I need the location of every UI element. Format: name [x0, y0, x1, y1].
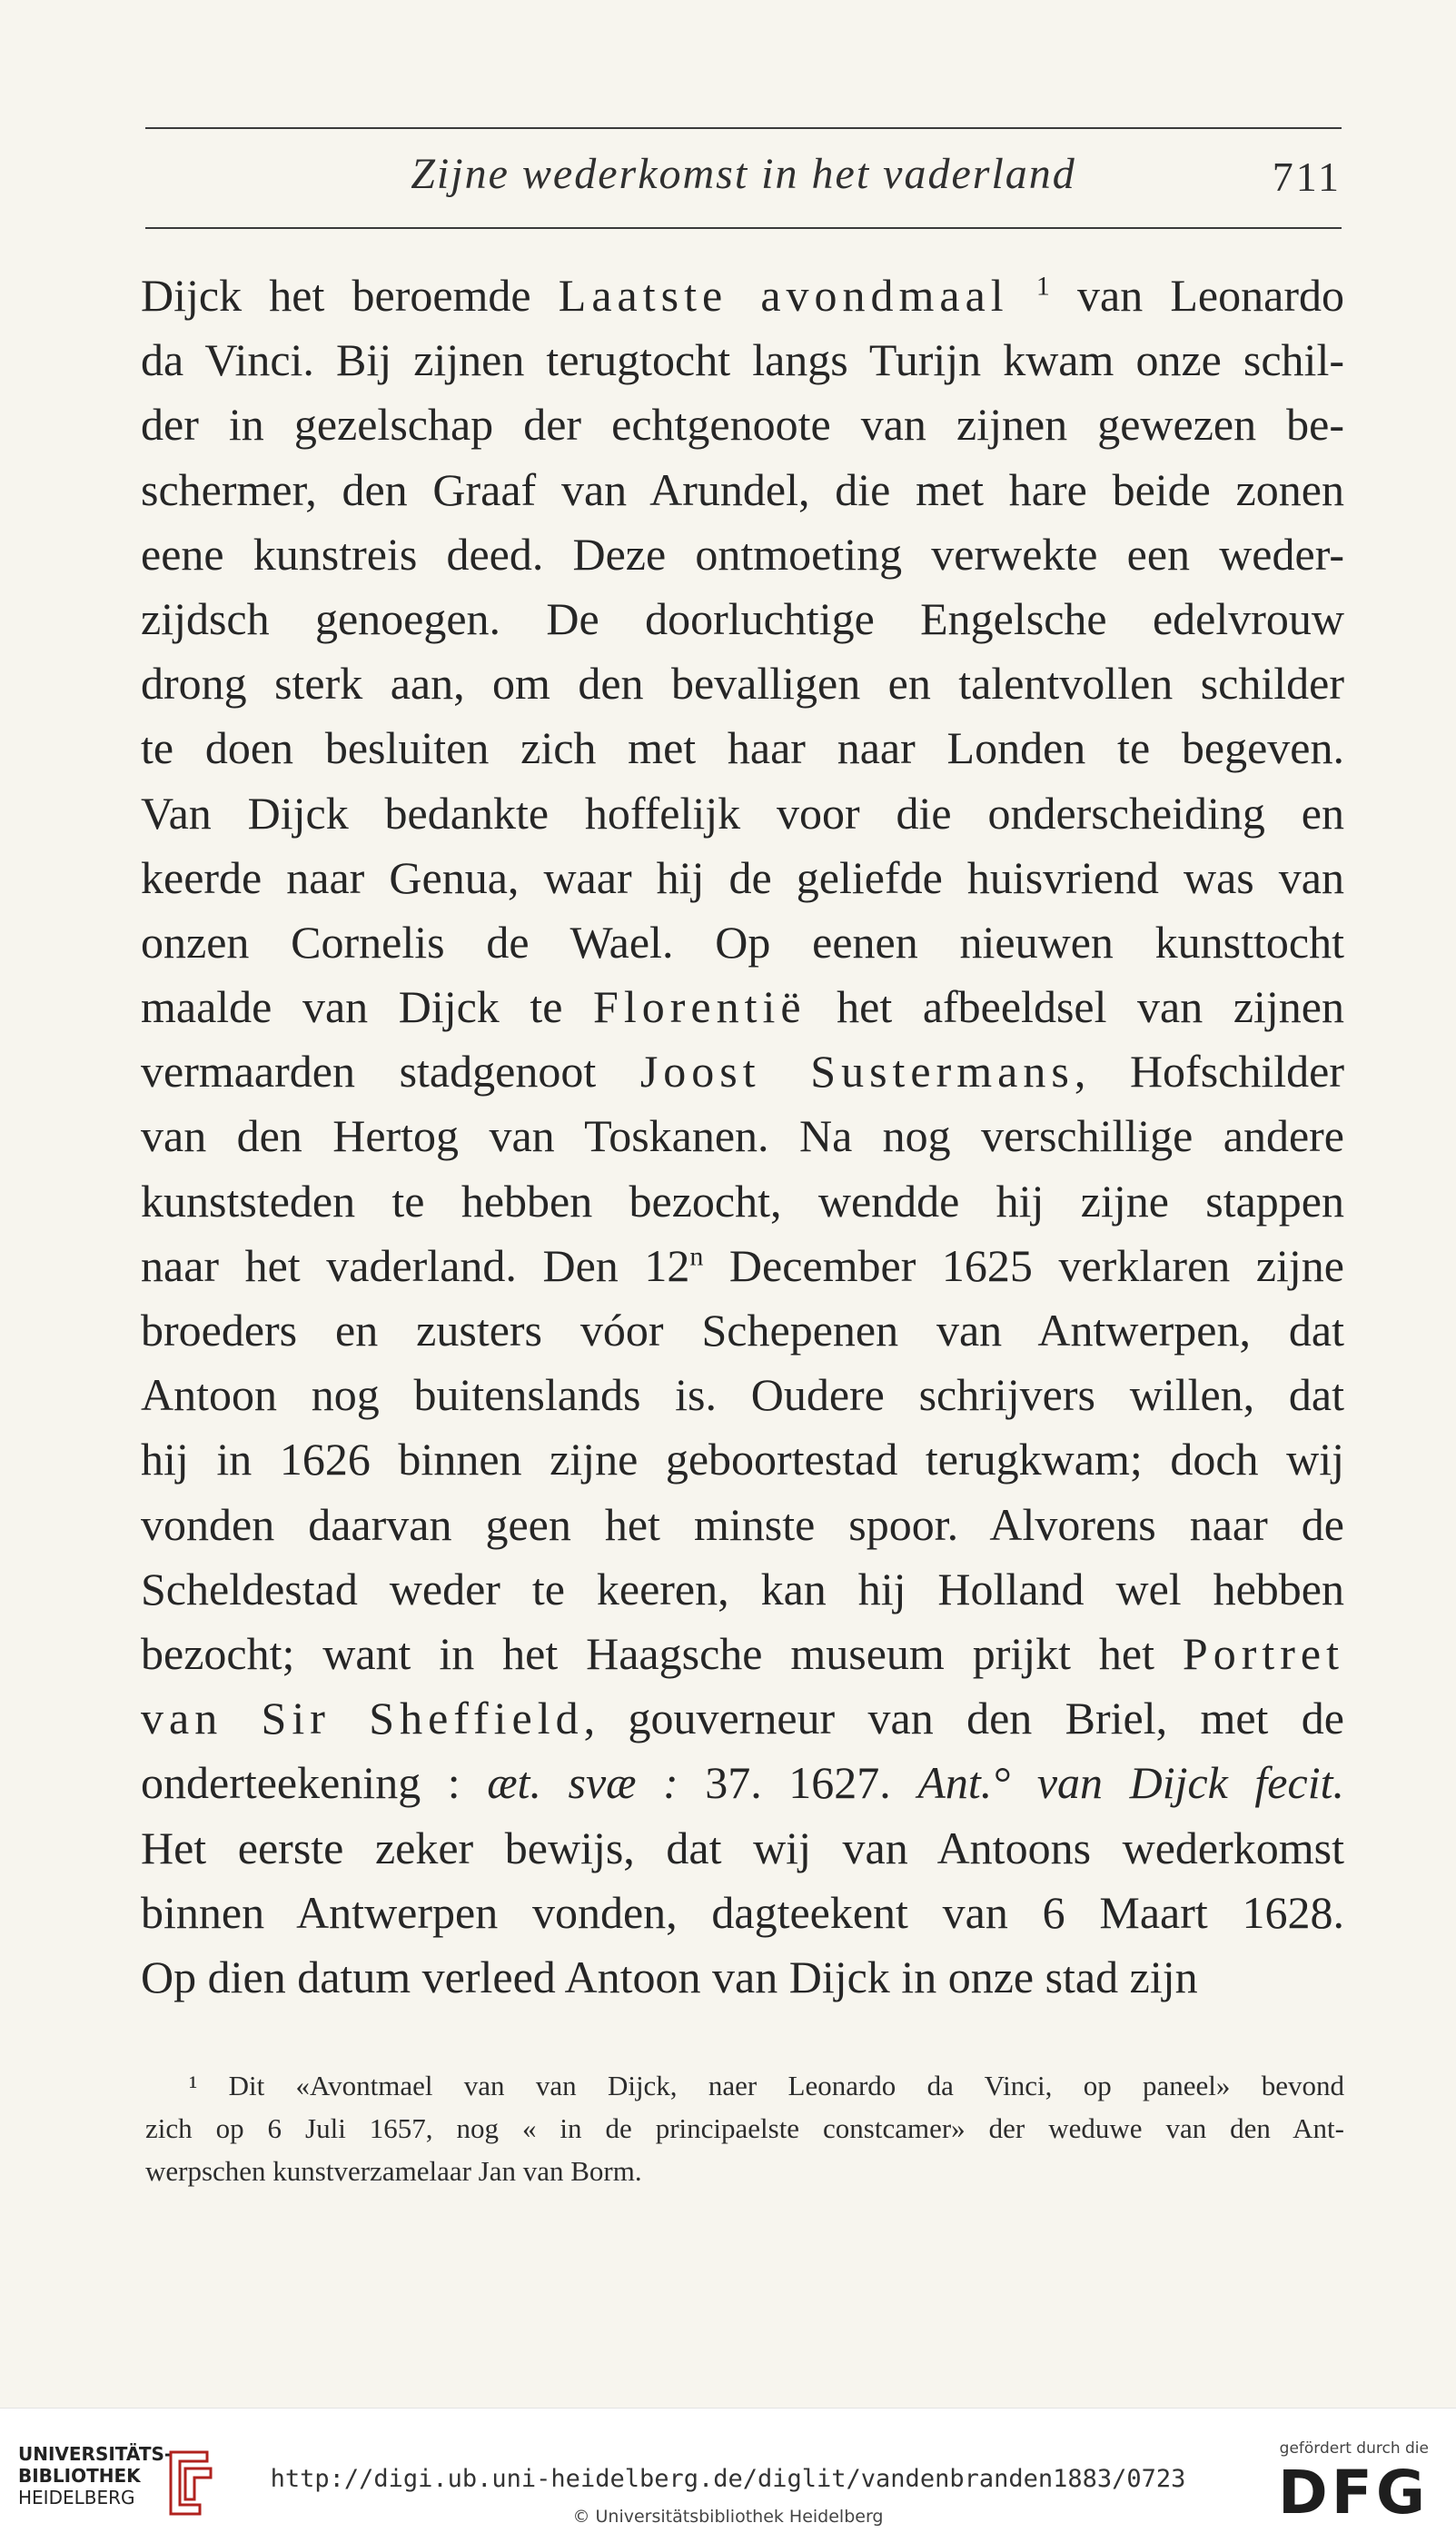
permalink-url[interactable]: http://digi.ub.uni-heidelberg.de/diglit/vandenbranden1883/0723: [270, 2465, 1186, 2493]
body-line: [141, 1557, 1344, 1622]
text-run: onderteekening :: [141, 1757, 488, 1809]
body-line: [141, 1363, 1344, 1427]
university-name-line: UNIVERSITÄTS-: [18, 2443, 173, 2465]
text-run: Scheldestad weder te keeren, kan hij Holland wel hebben: [141, 1563, 1344, 1614]
body-line: [141, 1816, 1344, 1881]
body-line: [141, 1427, 1344, 1492]
body-line: [141, 1039, 1344, 1104]
text-run: [1009, 270, 1036, 321]
body-line: [141, 846, 1344, 910]
body-line: [141, 1298, 1344, 1363]
text-run: het afbeeldsel van zijnen: [806, 981, 1344, 1033]
body-line: [141, 458, 1344, 522]
text-run: maalde van Dijck te: [141, 981, 594, 1033]
text-run: kunststeden te hebben bezocht, wendde hij zijne stappen: [141, 1175, 1344, 1227]
body-line: [141, 1881, 1344, 1945]
text-run: te doen besluiten zich met haar naar Londen te begeven.: [141, 722, 1344, 774]
text-run: , gouverneur van den Briel, met de: [583, 1693, 1344, 1744]
text-run: Portret: [1182, 1627, 1344, 1679]
body-line: [141, 1104, 1344, 1168]
text-run: binnen Antwerpen vonden, dagteekent van 6 Maart 1628.: [141, 1886, 1344, 1938]
page-number: 711: [1272, 154, 1342, 200]
text-run: hij in 1626 binnen zijne geboortestad terugkwam; doch wij: [141, 1434, 1344, 1485]
text-run: schermer, den Graaf van Arundel, die met hare beide zonen: [141, 463, 1344, 515]
body-line: [141, 1945, 1344, 2010]
body-line: [141, 1686, 1344, 1751]
footnote-line: ¹ Dit «Avontmael van van Dijck, naer Leonardo da Vinci, op paneel» bevond: [189, 2070, 1344, 2101]
copyright-notice: © Universitätsbibliothek Heidelberg: [572, 2507, 884, 2527]
text-run: der in gezelschap der echtgenoote van zijnen gewezen be-: [141, 399, 1344, 451]
text-run: Het eerste zeker bewijs, dat wij van Antoons wederkomst: [141, 1822, 1344, 1873]
body-line: [141, 1751, 1344, 1815]
university-name-line: BIBLIOTHEK: [18, 2465, 141, 2487]
text-run: December 1625 verklaren zijne: [703, 1239, 1344, 1291]
header-rule-bottom: [145, 227, 1342, 229]
text-run: keerde naar Genua, waar hij de geliefde huisvriend was van: [141, 851, 1344, 903]
footnote-marker[interactable]: 1: [1035, 271, 1050, 302]
text-run: Antoon nog buitenslands is. Oudere schrijvers willen, dat: [141, 1369, 1344, 1421]
body-line: [141, 1169, 1344, 1234]
text-run: Laatste avondmaal: [558, 270, 1009, 321]
dfg-logo: DFG: [1277, 2458, 1429, 2528]
body-line: [141, 328, 1344, 392]
digitization-footer: [0, 2408, 1456, 2543]
footnote-line: zich op 6 Juli 1657, nog « in de principaelste constcamer» der weduwe van den Ant-: [145, 2112, 1344, 2144]
body-line: [141, 263, 1344, 328]
text-run: Op dien datum verleed Antoon van Dijck in onze stad zijn: [141, 1951, 1198, 2002]
text-run: naar het vaderland. Den 12: [141, 1239, 690, 1291]
body-line: [141, 975, 1344, 1039]
text-run: drong sterk aan, om den bevalligen en talentvollen schilder: [141, 658, 1344, 710]
text-run: 37. 1627.: [705, 1757, 918, 1809]
university-name-line: HEIDELBERG: [18, 2487, 135, 2508]
footnotes: [145, 2064, 1344, 2192]
body-text: [141, 263, 1344, 2010]
body-line: [141, 1493, 1344, 1557]
text-run: Joost Sustermans: [639, 1046, 1075, 1098]
text-run: vermaarden stadgenoot: [141, 1046, 640, 1098]
text-run: van den Hertog van Toskanen. Na nog verschillige andere: [141, 1110, 1344, 1162]
text-run: van Leonardo: [1049, 270, 1344, 321]
text-run: broeders en zusters vóor Schepenen van Antwerpen, dat: [141, 1305, 1344, 1356]
text-run: eene kunstreis deed. Deze ontmoeting verwekte een weder-: [141, 528, 1344, 580]
body-line: [141, 910, 1344, 975]
dfg-branding: [1265, 2439, 1429, 2530]
text-run: Dijck het beroemde: [141, 270, 559, 321]
running-title: Zijne wederkomst in het vaderland: [411, 150, 1076, 198]
text-run: da Vinci. Bij zijnen terugtocht langs Turijn kwam onze schil-: [141, 334, 1344, 386]
body-line: [141, 1622, 1344, 1686]
text-run: vonden daarvan geen het minste spoor. Alvorens naar de: [141, 1498, 1344, 1550]
body-line: [141, 587, 1344, 651]
text-run: Van Dijck bedankte hoffelijk voor die onderscheiding en: [141, 787, 1344, 839]
funded-by-label: gefördert durch die: [1279, 2439, 1429, 2458]
running-head: [145, 136, 1342, 218]
body-line: [141, 651, 1344, 716]
footnote-line: werpschen kunstverzamelaar Jan van Borm.: [145, 2155, 642, 2187]
text-run: n: [689, 1241, 704, 1272]
text-run: onzen Cornelis de Wael. Op eenen nieuwen kunsttocht: [141, 916, 1344, 968]
header-rule-top: [145, 127, 1342, 129]
body-line: [141, 716, 1344, 780]
text-run: Florentië: [593, 981, 807, 1033]
body-line: [141, 392, 1344, 457]
body-line: [141, 781, 1344, 846]
text-run: zijdsch genoegen. De doorluchtige Engelsche edelvrouw: [141, 592, 1344, 644]
text-run: æt. svæ :: [487, 1757, 706, 1809]
text-run: bezocht; want in het Haagsche museum prijkt het: [141, 1627, 1183, 1679]
body-line: [141, 1234, 1344, 1298]
body-line: [141, 522, 1344, 587]
text-run: , Hofschilder: [1074, 1046, 1344, 1098]
text-run: van Sir Sheffield: [141, 1693, 584, 1744]
text-run: Ant.° van Dijck fecit.: [917, 1757, 1344, 1809]
